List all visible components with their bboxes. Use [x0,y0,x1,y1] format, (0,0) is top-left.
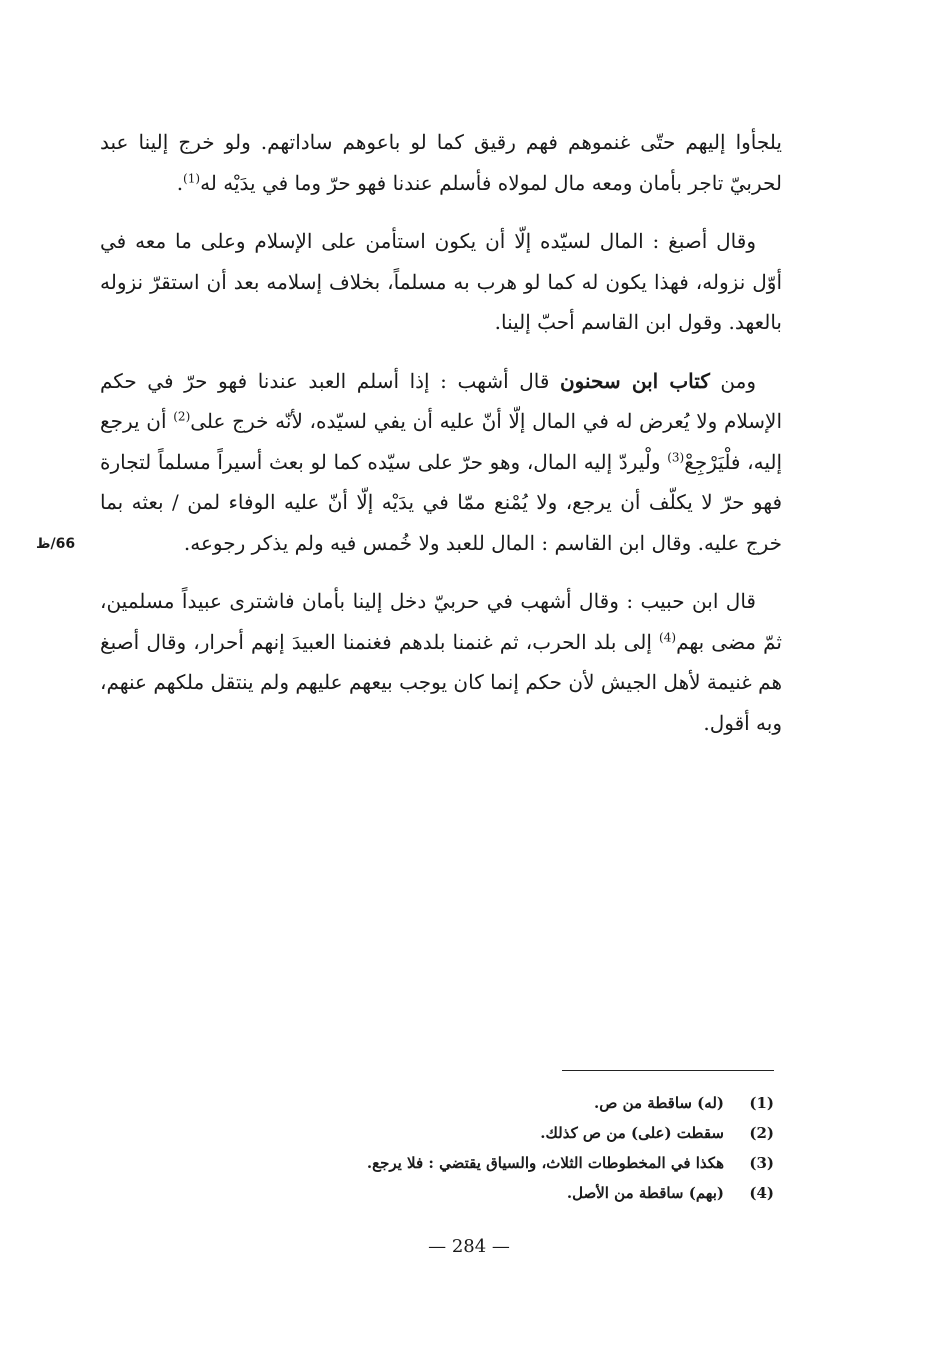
manuscript-folio-marker: 66/ظ [36,536,76,552]
paragraph-text: ومن [709,368,756,393]
footnote-reference: (4) [659,629,677,644]
footnote-text: هكذا في المخطوطات الثلاث، والسياق يقتضي : فلا يرجع. [366,1154,724,1172]
footnote [300,1178,774,1208]
page-number: — 284 — [428,1236,510,1257]
main-text [100,122,782,761]
paragraph-text: ولْيردّ إليه المال، وهو حرّ على سيّده كما لو بعث أسيراً مسلماً لتجارة فهو حرّ لا يكلّف أن يرجع، ولا يُمْنع ممّا في يدَيْه إلّا أنّ عليه الوفاء لمن / بعثه بما خرج عليه. وقال ابن القاسم : المال للعبد ولا خُمس فيه ولم يذكر رجوعه. [100,449,782,555]
footnote-number: (4) [749,1184,774,1202]
footnote-text: (بهم) ساقطة من الأصل. [566,1184,724,1202]
paragraph [100,581,782,743]
footnote-text: سقطت (على) من ص كذلك. [540,1124,724,1142]
bold-source-title: كتاب ابن سحنون [559,368,710,393]
footnote [300,1118,774,1148]
paragraph-text: . [176,170,184,195]
footnote [300,1148,774,1178]
footnote-number: (1) [749,1094,774,1112]
paragraph-text: وقال أصبغ : المال لسيّده إلّا أن يكون استأمن على الإسلام وعلى ما معه في أوّل نزوله، فهذا يكون له كما لو هرب به مسلماً، بخلاف إسلامه بعد أن استقرّ نزوله بالعهد. وقول ابن القاسم أحبّ إلينا. [100,229,782,334]
footnote-reference: (1) [183,170,201,185]
footnotes [300,1088,774,1208]
footnote-reference: (3) [667,449,685,464]
paragraph-text: يلجأوا إليهم حتّى غنموهم فهم رقيق كما لو باعوهم ساداتهم. ولو خرج إلينا عبد لحربيّ تاجر بأمان ومعه مال لمولاه فأسلم عندنا فهو حرّ وما في يدَيْه له [100,130,782,195]
paragraph [100,361,782,564]
paragraph [100,221,782,343]
footnote-number: (3) [749,1154,774,1172]
paragraph-text: قال أشهب : إذا أسلم العبد عندنا فهو حرّ في حكم الإسلام ولا يُعرض له في المال إلّا أنّ عليه أن يفي لسيّده، لأنّه خرج على [100,368,782,433]
paragraph-text: قال ابن حبيب : وقال أشهب في حربيّ دخل إلينا بأمان فاشترى عبيداً مسلمين، ثمّ مضى بهم [100,589,782,654]
paragraph-text: إلى بلد الحرب، ثم غنمنا بلدهم فغنمنا العبيدَ إنهم أحرار، وقال أصبغ هم غنيمة لأهل الجيش لأن حكم إنما كان يوجب بيعهم عليهم ولم ينتقل ملكهم عنهم، وبه أقول. [100,629,782,735]
footnote-number: (2) [749,1124,774,1142]
footnote-reference: (2) [173,409,191,424]
paragraph-text: أن يرجع إليه، فلْيَرْجِعْ [100,409,782,474]
footnote-divider [562,1070,774,1071]
paragraph [100,122,782,203]
footnote [300,1088,774,1118]
footnote-text: (له) ساقطة من ص. [594,1094,724,1112]
